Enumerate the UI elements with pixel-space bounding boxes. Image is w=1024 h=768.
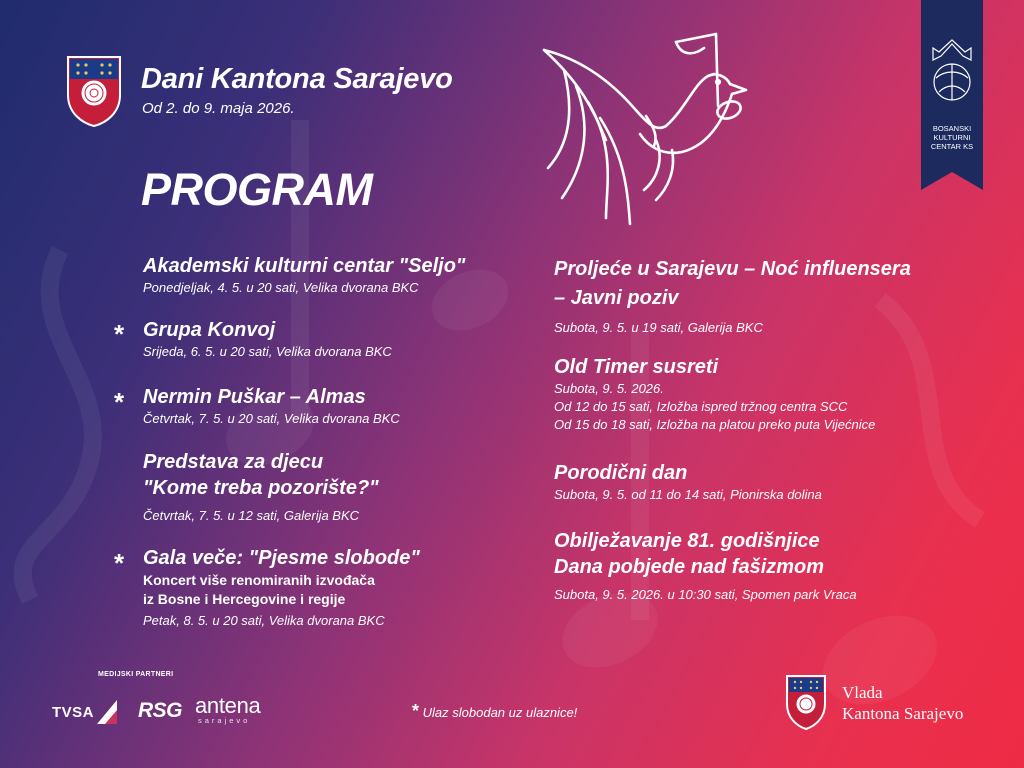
- antena-logo-subtitle: sarajevo: [198, 716, 251, 725]
- event-title: Akademski kulturni centar "Seljo": [143, 255, 466, 277]
- page-title: Dani Kantona Sarajevo: [141, 63, 453, 95]
- event-description-line-1: Koncert više renomiranih izvođača: [143, 572, 375, 588]
- event-title-line-2: – Javni poziv: [554, 287, 679, 309]
- event-title: Old Timer susreti: [554, 356, 719, 378]
- free-entry-note-text: Ulaz slobodan uz ulaznice!: [422, 705, 578, 720]
- event-details: Četvrtak, 7. 5. u 12 sati, Galerija BKC: [143, 508, 360, 523]
- event-old-timer: [554, 354, 875, 434]
- free-entry-star-icon: *: [114, 548, 125, 578]
- event-title: Gala veče: "Pjesme slobode": [143, 547, 420, 569]
- event-details: Četvrtak, 7. 5. u 20 sati, Velika dvorana BKC: [143, 411, 400, 426]
- event-details-line-2: Od 12 do 15 sati, Izložba ispred tržnog centra SCC: [554, 399, 848, 414]
- event-details: Subota, 9. 5. u 19 sati, Galerija BKC: [554, 320, 763, 335]
- event-title-line-1: Proljeće u Sarajevu – Noć influensera: [554, 258, 911, 280]
- event-porodicni-dan: [554, 460, 822, 504]
- dove-music-note-illustration: [536, 28, 752, 230]
- media-partners-label: MEDIJSKI PARTNERI: [98, 671, 174, 678]
- event-title-line-1: Obilježavanje 81. godišnjice: [554, 530, 820, 552]
- event-details-line-3: Od 15 do 18 sati, Izložba na platou preko puta Vijećnice: [554, 417, 876, 432]
- event-title-line-1: Predstava za djecu: [143, 451, 324, 473]
- tvsa-logo: TVSA: [52, 704, 95, 721]
- government-name: Vlada Kantona Sarajevo: [842, 683, 964, 723]
- event-details: Petak, 8. 5. u 20 sati, Velika dvorana BKC: [143, 613, 385, 628]
- event-noc-influensera: [554, 255, 911, 337]
- event-details: Ponedjeljak, 4. 5. u 20 sati, Velika dvorana BKC: [143, 280, 419, 295]
- rsg-logo: RSG: [138, 699, 183, 722]
- event-dan-pobjede: [554, 528, 857, 604]
- event-grupa-konvoj: [143, 317, 392, 361]
- event-title: Nermin Puškar – Almas: [143, 386, 366, 408]
- event-title-line-2: "Kome treba pozorište?": [143, 477, 379, 499]
- event-title: Grupa Konvoj: [143, 319, 276, 341]
- free-entry-note: [412, 701, 577, 722]
- event-nermin-puskar: [143, 384, 400, 428]
- tvsa-mark-icon: [95, 698, 119, 726]
- antena-logo: antena: [195, 693, 261, 718]
- free-entry-star-icon: *: [114, 319, 125, 349]
- free-entry-star-icon: *: [114, 387, 125, 417]
- free-entry-star-icon: *: [412, 701, 420, 721]
- sarajevo-canton-crest-icon: [66, 55, 122, 127]
- event-predstava-za-djecu: [143, 449, 379, 525]
- event-details: Subota, 9. 5. od 11 do 14 sati, Pionirska dolina: [554, 487, 822, 502]
- bkc-ribbon-label: BOSANSKI KULTURNI CENTAR KS: [930, 124, 974, 151]
- event-title: Porodični dan: [554, 462, 688, 484]
- event-title-line-2: Dana pobjede nad fašizmom: [554, 556, 825, 578]
- program-heading: PROGRAM: [141, 164, 373, 215]
- event-gala-vece: [143, 545, 420, 630]
- event-description-line-2: iz Bosne i Hercegovine i regije: [143, 591, 346, 607]
- event-details: Subota, 9. 5. 2026. u 10:30 sati, Spomen park Vraca: [554, 587, 857, 602]
- event-seljo: [143, 253, 465, 297]
- date-range: Od 2. do 9. maja 2026.: [142, 100, 295, 117]
- government-crest-icon: [785, 674, 827, 730]
- event-details: Srijeda, 6. 5. u 20 sati, Velika dvorana BKC: [143, 344, 392, 359]
- bkc-ribbon-logo: [921, 0, 983, 190]
- event-details-line-1: Subota, 9. 5. 2026.: [554, 381, 664, 396]
